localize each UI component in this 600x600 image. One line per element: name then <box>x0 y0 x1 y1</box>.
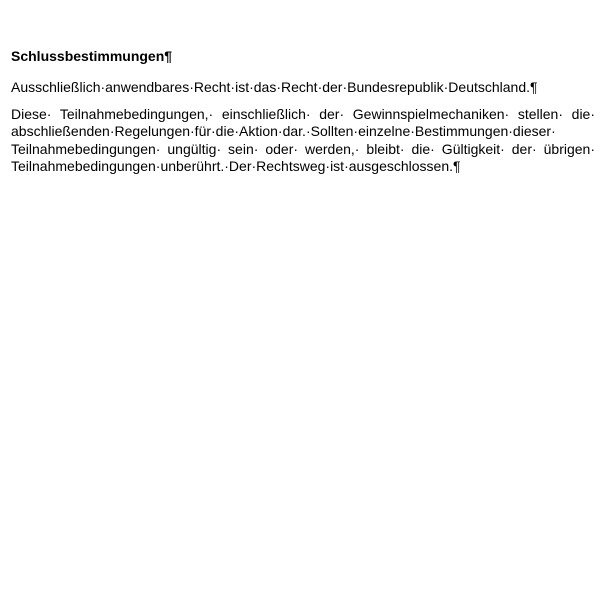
paragraph-line: Teilnahmebedingungen· ungültig· sein· oder· werden,· bleibt· die· Gültigkeit· der· übrigen· <box>11 140 595 157</box>
document-page <box>11 47 595 185</box>
paragraph-line: Diese· Teilnahmebedingungen,· einschließlich· der· Gewinnspielmechaniken· stellen· die· <box>11 105 595 122</box>
paragraph-line: abschließenden·Regelungen·für·die·Aktion·dar.·Sollten·einzelne·Bestimmungen·dieser· <box>11 123 556 139</box>
paragraph-final-provisions <box>11 106 595 176</box>
section-heading: Schlussbestimmungen¶ <box>11 48 173 64</box>
paragraph-line: Teilnahmebedingungen·unberührt.·Der·Rechtsweg·ist·ausgeschlossen.¶ <box>11 158 461 174</box>
paragraph-applicable-law: Ausschließlich·anwendbares·Recht·ist·das·Recht·der·Bundesrepublik·Deutschland.¶ <box>11 79 538 95</box>
